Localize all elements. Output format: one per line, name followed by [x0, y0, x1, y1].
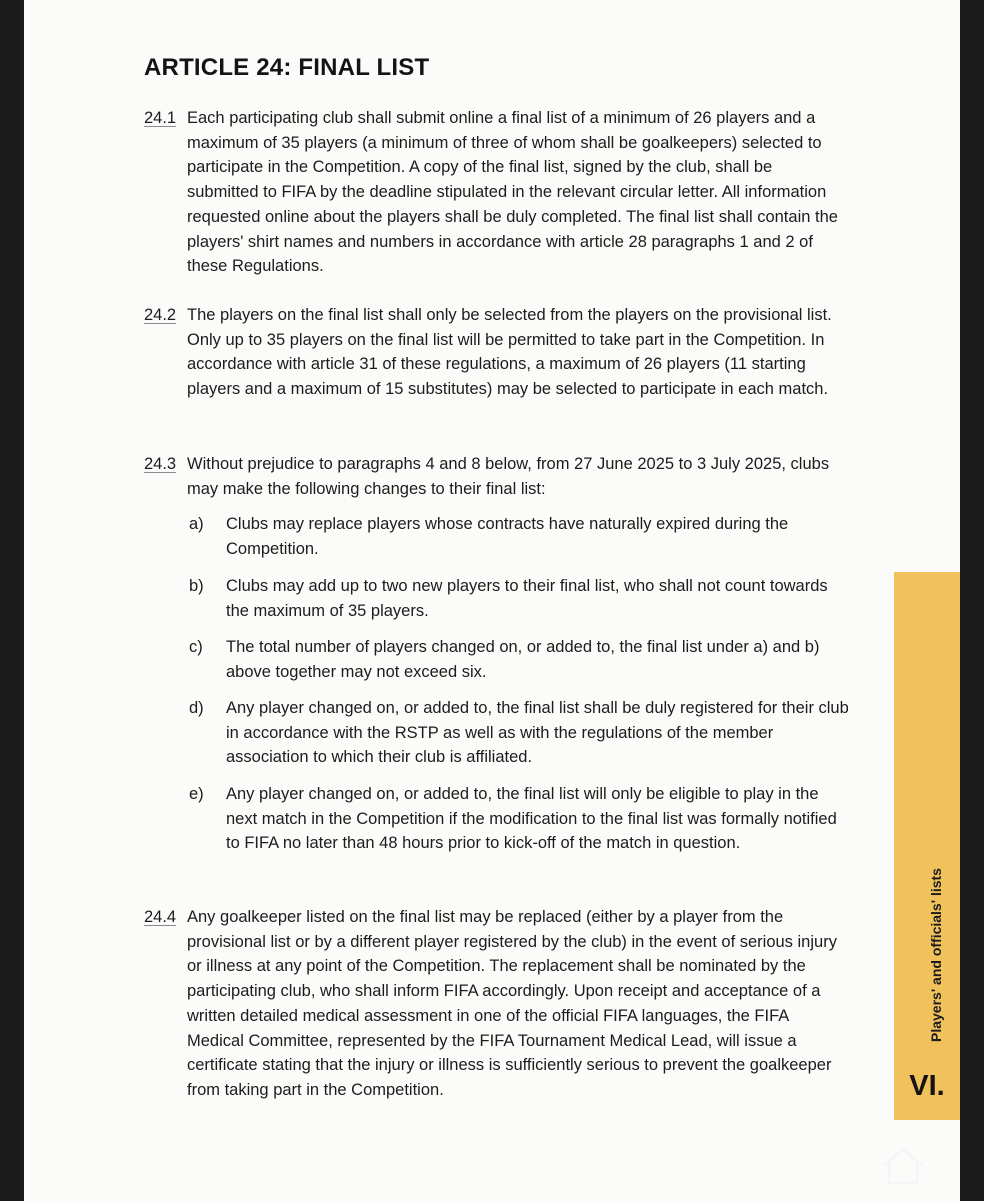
paragraph-24-3 [144, 452, 844, 501]
list-item-text: Any player changed on, or added to, the final list shall be duly registered for their club in accordance with the RSTP as well as with the regulations of the member association to which their club is affiliated. [226, 699, 849, 767]
paragraph-number: 24.1 [144, 109, 177, 127]
list-item-b [189, 574, 849, 623]
list-item-e [189, 782, 849, 856]
paragraph-24-1 [144, 106, 844, 279]
list-item-d [189, 696, 849, 770]
section-number: VI. [909, 1070, 945, 1102]
paragraph-number: 24.3 [144, 455, 177, 473]
list-item-text: Any player changed on, or added to, the final list will only be eligible to play in the next match in the Competition if the modification to the final list was formally notified to FIFA no later than 48 hours prior to kick-off of the match in question. [226, 785, 837, 853]
article-title: ARTICLE 24: FINAL LIST [144, 54, 430, 81]
paragraph-number: 24.4 [144, 908, 177, 926]
list-item-letter: c) [189, 638, 203, 656]
home-icon[interactable] [878, 1145, 928, 1187]
paragraph-text: Any goalkeeper listed on the final list may be replaced (either by a player from the provisional list or by a different player registered by the club) in the event of serious injury or illness at any point of the Competition. The replacement shall be nominated by the participating club, who shall inform FIFA accordingly. Upon receipt and acceptance of a written detailed medical assessment in one of the official FIFA languages, the FIFA Medical Committee, represented by the FIFA Tournament Medical Lead, will issue a certificate stating that the injury or illness is sufficiently serious to prevent the goalkeeper from taking part in the Competition. [187, 908, 837, 1099]
paragraph-text: Without prejudice to paragraphs 4 and 8 below, from 27 June 2025 to 3 July 2025, clubs may make the following changes to their final list: [187, 455, 830, 498]
list-item-c [189, 635, 849, 684]
list-item-text: The total number of players changed on, or added to, the final list under a) and b) above together may not exceed six. [226, 638, 820, 681]
list-item-text: Clubs may add up to two new players to their final list, who shall not count towards the maximum of 35 players. [226, 577, 828, 620]
list-item-letter: b) [189, 577, 204, 595]
paragraph-text: The players on the final list shall only be selected from the players on the provisional list. Only up to 35 players on the final list will be permitted to take part in the Competition. In accordance with article 31 of these regulations, a maximum of 26 players (11 starting players and a maximum of 15 substitutes) may be selected to participate in each match. [187, 306, 832, 399]
paragraph-24-4 [144, 905, 844, 1103]
document-page [24, 0, 960, 1201]
list-item-letter: e) [189, 785, 204, 803]
section-side-tab [894, 572, 960, 1120]
paragraph-24-2 [144, 303, 844, 402]
list-item-text: Clubs may replace players whose contracts have naturally expired during the Competition. [226, 515, 789, 558]
list-item-a [189, 512, 849, 561]
paragraph-text: Each participating club shall submit online a final list of a minimum of 26 players and a maximum of 35 players (a minimum of three of whom shall be goalkeepers) selected to participate in the Competition. A copy of the final list, signed by the club, shall be submitted to FIFA by the deadline stipulated in the relevant circular letter. All information requested online about the players shall be duly completed. The final list shall contain the players' shirt names and numbers in accordance with article 28 paragraphs 1 and 2 of these Regulations. [187, 109, 838, 276]
list-item-letter: d) [189, 699, 204, 717]
list-item-letter: a) [189, 515, 204, 533]
section-tab-label: Players' and officials' lists [928, 868, 944, 1042]
paragraph-number: 24.2 [144, 306, 177, 324]
